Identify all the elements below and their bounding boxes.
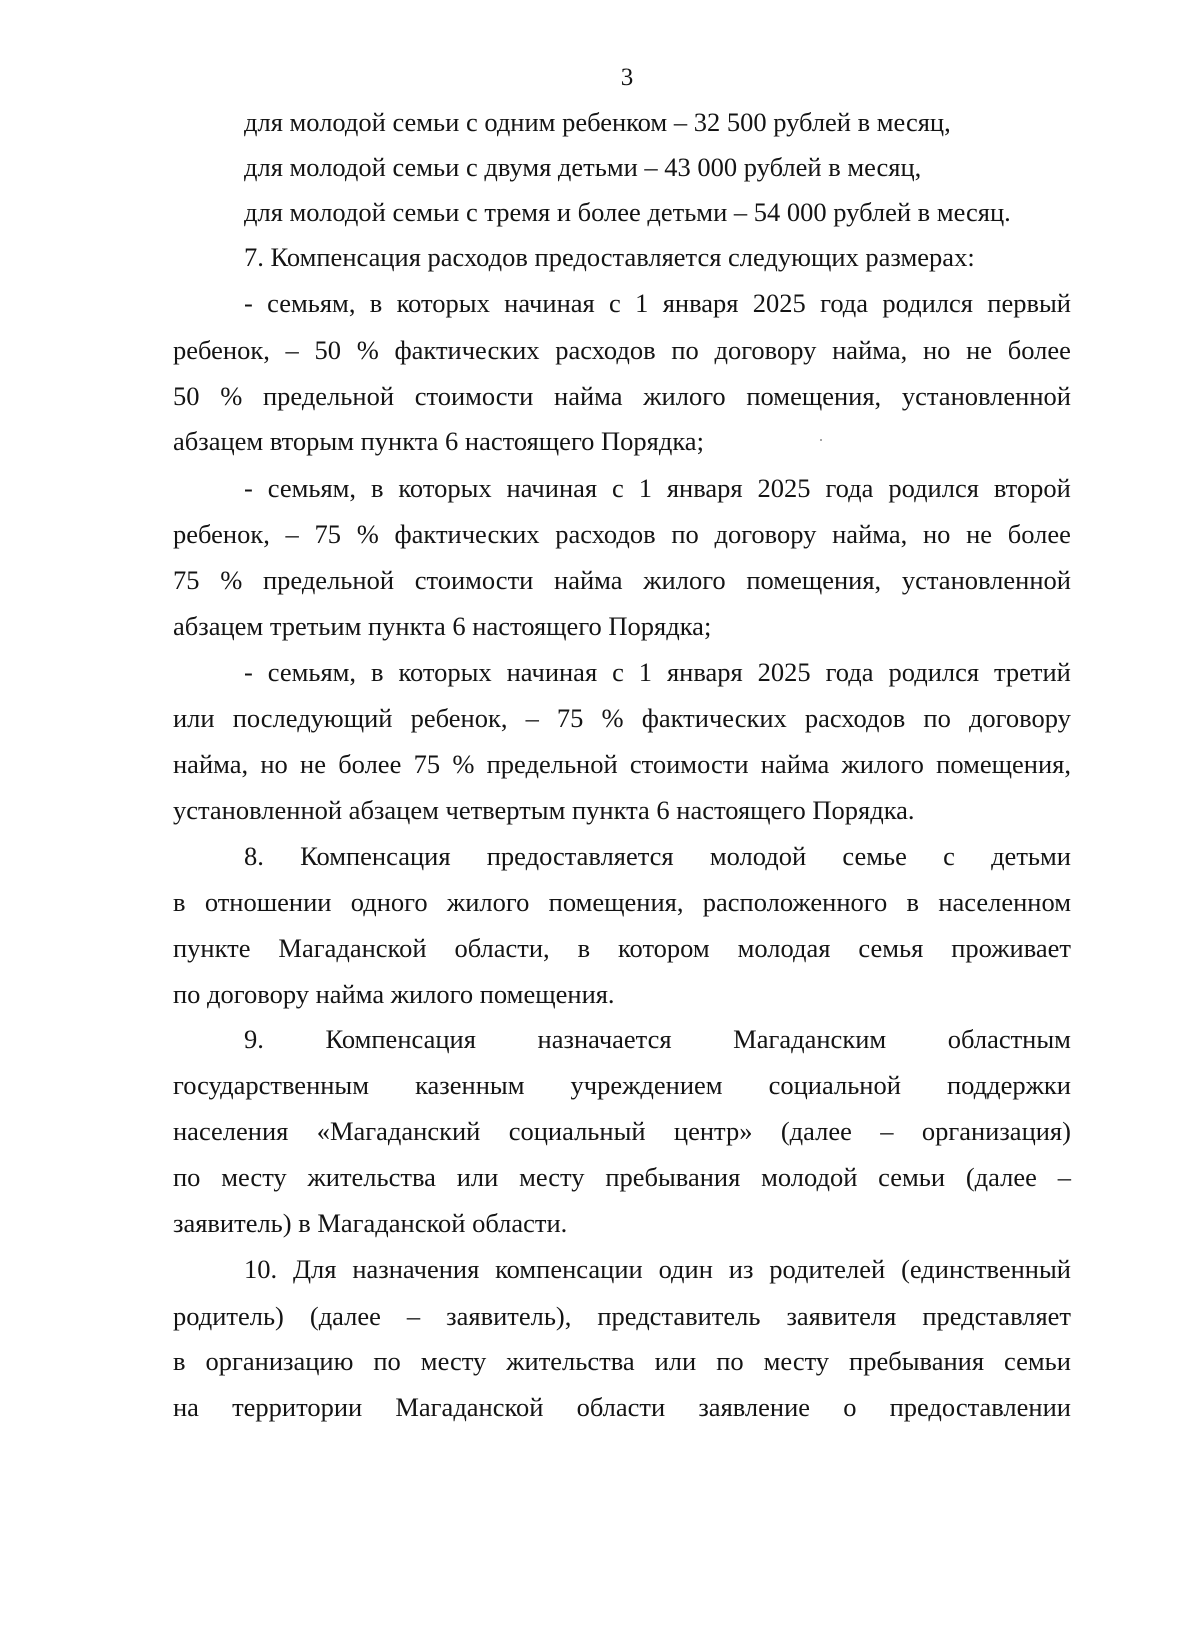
word: семье (842, 841, 907, 871)
word: с (943, 841, 955, 871)
word: 50 (173, 381, 200, 411)
word: года (825, 657, 874, 687)
word: 75 (173, 565, 200, 595)
word: ребенок, (410, 703, 508, 733)
word: расходов (555, 519, 656, 549)
word: месту (763, 1346, 830, 1376)
word: семьям, (267, 473, 357, 503)
word: Компенсация (325, 1024, 476, 1054)
word: % (220, 381, 243, 411)
text-line: для молодой семьи с тремя и более детьми – 54 000 рублей в месяц. (244, 197, 1011, 227)
word: молодая (737, 933, 831, 963)
word: – (406, 1301, 421, 1331)
word: предельной (486, 749, 618, 779)
word: – (880, 1116, 894, 1146)
word: жительства (506, 1346, 635, 1376)
word: пребывания (605, 1162, 741, 1192)
text-line: по договору найма жилого помещения. (173, 979, 615, 1009)
word: % (601, 703, 624, 733)
text-line (173, 748, 1071, 780)
word: (далее (965, 1162, 1037, 1192)
text-line (173, 1069, 1071, 1101)
word: 75 (314, 519, 341, 549)
word: представитель (597, 1301, 761, 1331)
text-line (173, 564, 1071, 596)
word: жилого (643, 565, 726, 595)
word: предельной (262, 565, 394, 595)
word: стоимости (414, 381, 534, 411)
word: населенном (938, 887, 1071, 917)
word: молодой (709, 841, 807, 871)
word: которых (398, 473, 492, 503)
word: – (525, 703, 539, 733)
word: месту (221, 1162, 287, 1192)
word: жилого (643, 381, 726, 411)
word: помещения, (746, 381, 882, 411)
word: одного (350, 887, 428, 917)
word: или (456, 1162, 499, 1192)
word: которых (398, 657, 492, 687)
word: Компенсация (300, 841, 451, 871)
word: но (922, 519, 951, 549)
word: стоимости (629, 749, 749, 779)
word: компенсации (495, 1254, 643, 1284)
text-line: установленной абзацем четвертым пункта 6 настоящего Порядка. (173, 795, 915, 825)
word: % (452, 749, 475, 779)
word: - (244, 288, 253, 318)
word: месту (420, 1346, 487, 1376)
word: с (609, 288, 621, 318)
word: заявителя (786, 1301, 897, 1331)
word: которых (396, 288, 490, 318)
text-line (173, 334, 1071, 366)
word: отношении (204, 887, 332, 917)
word: жительства (307, 1162, 436, 1192)
word: Магаданским (733, 1024, 887, 1054)
scan-artifact (820, 439, 822, 441)
text-line (244, 287, 1071, 319)
word: но (922, 335, 951, 365)
word: в (173, 1346, 186, 1376)
word: помещения, (548, 887, 684, 917)
word: - (244, 657, 253, 687)
word: (единственный (901, 1254, 1071, 1284)
text-line (244, 840, 1071, 872)
word: % (220, 565, 243, 595)
word: начиная (506, 473, 598, 503)
text-line: для молодой семьи с одним ребенком – 32 500 рублей в месяц, (244, 107, 951, 137)
word: ребенок, (173, 519, 270, 549)
word: родился (882, 288, 973, 318)
word: назначения (352, 1254, 480, 1284)
word: найма, (832, 519, 908, 549)
text-line: для молодой семьи с двумя детьми – 43 000 рублей в месяц, (244, 152, 922, 182)
word: области (576, 1392, 666, 1422)
word: родился (888, 473, 979, 503)
word: один (658, 1254, 713, 1284)
word: не (966, 519, 993, 549)
word: найма (760, 749, 830, 779)
word: года (820, 288, 869, 318)
word: населения (173, 1116, 289, 1146)
text-line (173, 1115, 1071, 1147)
word: найма (554, 565, 623, 595)
word: из (728, 1254, 754, 1284)
word: о (843, 1392, 857, 1422)
word: фактических (394, 519, 540, 549)
word: молодой (761, 1162, 858, 1192)
word: в (371, 657, 384, 687)
text-line (173, 518, 1071, 550)
word: 75 (556, 703, 584, 733)
word: организация) (921, 1116, 1071, 1146)
text-line (173, 1345, 1071, 1377)
word: - (244, 473, 253, 503)
word: % (356, 335, 379, 365)
word: по (923, 703, 951, 733)
word: или (173, 703, 215, 733)
word: найма (554, 381, 623, 411)
word: более (338, 749, 402, 779)
word: в (369, 288, 383, 318)
word: учреждением (570, 1070, 723, 1100)
text-line: абзацем третьим пункта 6 настоящего Порядка; (173, 611, 712, 641)
word: центр» (673, 1116, 753, 1146)
word: 9. (244, 1024, 264, 1054)
word: 2025 (757, 473, 811, 503)
word: установленной (901, 565, 1071, 595)
word: % (356, 519, 379, 549)
word: (далее (309, 1301, 381, 1331)
word: 50 (314, 335, 341, 365)
word: казенным (415, 1070, 525, 1100)
text-line (173, 380, 1071, 412)
word: договору (714, 335, 817, 365)
word: Магаданской (278, 933, 427, 963)
word: по (671, 519, 699, 549)
text-line: 7. Компенсация расходов предоставляется следующих размерах: (244, 242, 975, 272)
word: заявитель), (446, 1301, 572, 1331)
word: второй (993, 473, 1071, 503)
word: родитель) (173, 1301, 284, 1331)
word: 75 (413, 749, 441, 779)
word: в (370, 473, 384, 503)
word: детьми (991, 841, 1071, 871)
word: – (285, 335, 299, 365)
word: последующий (232, 703, 393, 733)
word: котором (618, 933, 710, 963)
word: жилого (841, 749, 924, 779)
word: предоставлении (889, 1392, 1071, 1422)
word: расходов (804, 703, 906, 733)
word: установленной (901, 381, 1071, 411)
word: семьи (1004, 1346, 1071, 1376)
word: Магаданской (395, 1392, 544, 1422)
word: января (666, 473, 743, 503)
word: областным (947, 1024, 1071, 1054)
word: проживает (951, 933, 1071, 963)
text-line (173, 932, 1071, 964)
word: государственным (173, 1070, 370, 1100)
text-line (244, 1023, 1071, 1055)
word: найма, (832, 335, 908, 365)
page-number: 3 (620, 64, 634, 91)
word: 1 (635, 288, 649, 318)
word: – (1057, 1162, 1071, 1192)
word: по (373, 1346, 401, 1376)
word: начиная (504, 288, 595, 318)
text-line (173, 702, 1071, 734)
word: семьям, (267, 657, 357, 687)
word: найма, (173, 749, 249, 779)
word: стоимости (414, 565, 534, 595)
word: – (285, 519, 299, 549)
word: расходов (555, 335, 656, 365)
word: или (654, 1346, 697, 1376)
word: фактических (641, 703, 787, 733)
word: семья (858, 933, 924, 963)
word: не (966, 335, 993, 365)
word: фактических (394, 335, 540, 365)
word: договору (714, 519, 817, 549)
text-line: абзацем вторым пункта 6 настоящего Порядка; (173, 426, 704, 456)
word: пункте (173, 933, 251, 963)
word: более (1007, 519, 1071, 549)
text-line (173, 1300, 1071, 1332)
word: января (662, 288, 739, 318)
word: помещения, (936, 749, 1071, 779)
word: на (173, 1392, 199, 1422)
word: предельной (262, 381, 394, 411)
word: социальной (768, 1070, 901, 1100)
word: родился (888, 657, 980, 687)
word: января (666, 657, 743, 687)
word: 10. (244, 1254, 278, 1284)
word: 1 (638, 657, 653, 687)
text-line (244, 1253, 1071, 1285)
word: в (906, 887, 920, 917)
word: жилого (446, 887, 530, 917)
word: поддержки (946, 1070, 1071, 1100)
word: с (612, 473, 624, 503)
word: представляет (922, 1301, 1071, 1331)
text-line (173, 886, 1071, 918)
word: (далее (780, 1116, 852, 1146)
word: по (671, 335, 699, 365)
word: 8. (244, 841, 264, 871)
word: 2025 (752, 288, 806, 318)
word: назначается (537, 1024, 672, 1054)
word: по (173, 1162, 201, 1192)
word: организацию (205, 1346, 354, 1376)
text-line (173, 1161, 1071, 1193)
word: не (300, 749, 326, 779)
word: области, (454, 933, 550, 963)
word: в (577, 933, 591, 963)
word: территории (232, 1392, 363, 1422)
word: 2025 (757, 657, 811, 687)
word: расположенного (702, 887, 888, 917)
word: года (825, 473, 874, 503)
word: родителей (769, 1254, 886, 1284)
text-line (244, 472, 1071, 504)
word: Для (292, 1254, 337, 1284)
text-line (244, 656, 1071, 688)
word: с (612, 657, 624, 687)
word: первый (987, 288, 1071, 318)
word: 1 (638, 473, 652, 503)
text-line: заявитель) в Магаданской области. (173, 1208, 568, 1238)
word: начиная (506, 657, 598, 687)
word: семьям, (267, 288, 356, 318)
word: ребенок, (173, 335, 270, 365)
word: заявление (698, 1392, 811, 1422)
word: более (1007, 335, 1071, 365)
word: договору (968, 703, 1071, 733)
word: «Магаданский (316, 1116, 481, 1146)
word: предоставляется (486, 841, 674, 871)
word: помещения, (746, 565, 882, 595)
word: пребывания (849, 1346, 985, 1376)
word: по (716, 1346, 744, 1376)
text-line (173, 1391, 1071, 1423)
word: в (173, 887, 186, 917)
word: но (260, 749, 288, 779)
word: месту (519, 1162, 585, 1192)
word: семьи (878, 1162, 946, 1192)
word: социальный (508, 1116, 646, 1146)
word: третий (994, 657, 1071, 687)
